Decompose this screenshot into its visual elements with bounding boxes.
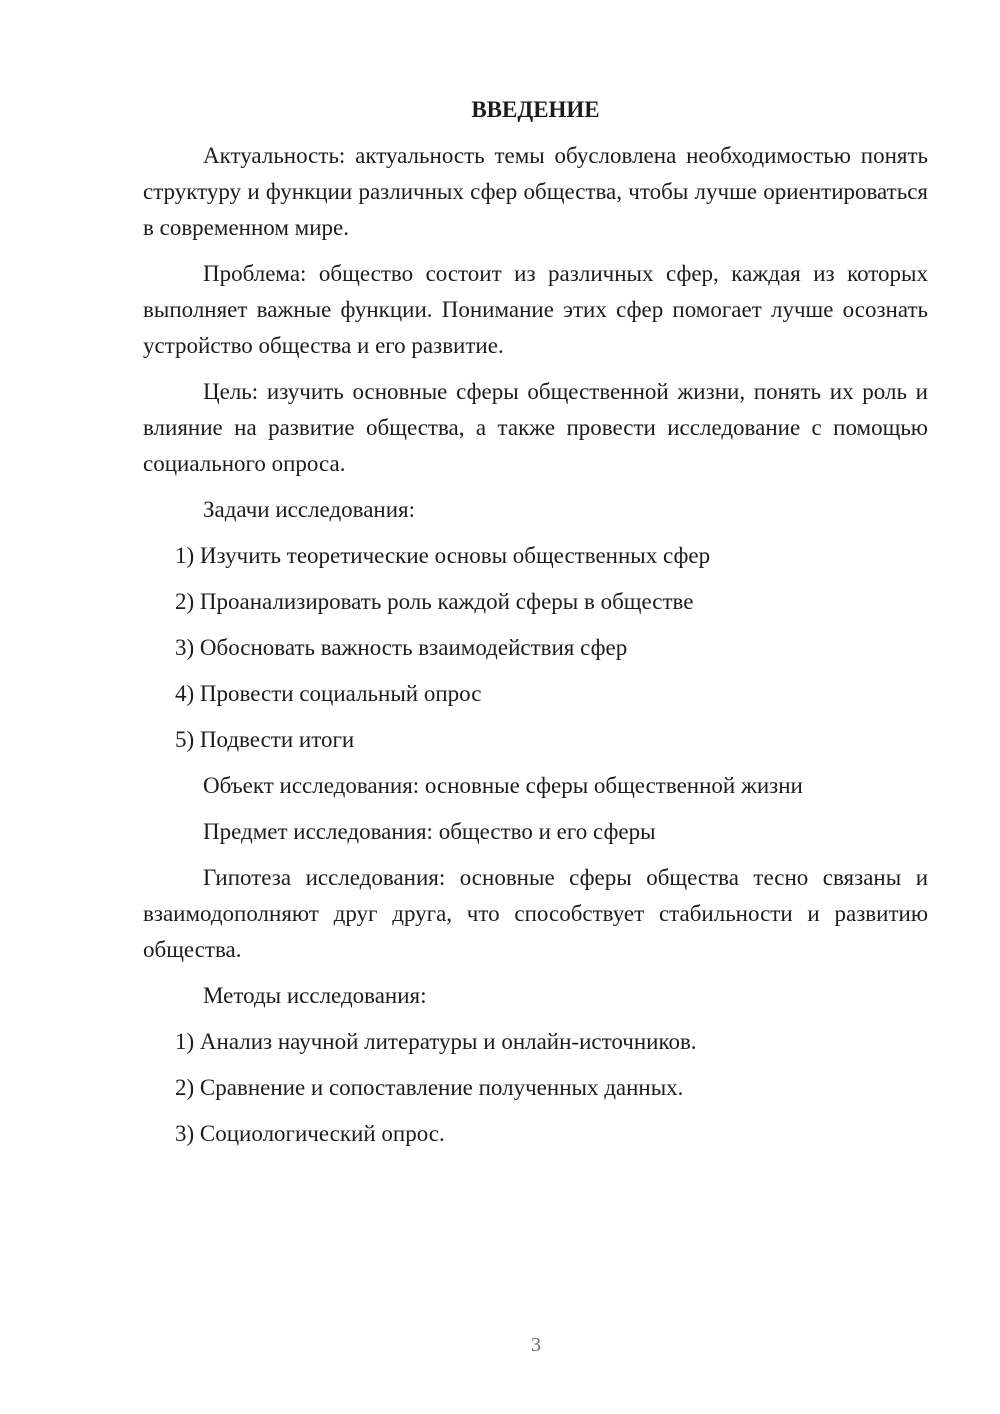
task-item: 4) Провести социальный опрос [175,681,482,706]
page-number: 3 [531,1334,541,1356]
tasks-list [143,538,928,758]
method-item: 2) Сравнение и сопоставление полученных данных. [175,1075,684,1100]
task-item: 1) Изучить теоретические основы общественных сфер [175,543,711,568]
task-item: 3) Обосновать важность взаимодействия сфер [175,635,628,660]
problem-paragraph: Проблема: общество состоит из различных сфер, каждая из которых выполняет важные функции. Понимание этих сфер помогает лучше осознать устройство общества и его развитие. [143,261,928,358]
methods-title: Методы исследования: [203,983,427,1008]
method-item: 1) Анализ научной литературы и онлайн-источников. [175,1029,697,1054]
relevance-paragraph: Актуальность: актуальность темы обусловлена необходимостью понять структуру и функции различных сфер общества, чтобы лучше ориентироваться в современном мире. [143,143,928,240]
task-item: 5) Подвести итоги [175,727,355,752]
task-item: 2) Проанализировать роль каждой сферы в обществе [175,589,694,614]
subject-line: Предмет исследования: общество и его сферы [203,819,656,844]
page-heading: ВВЕДЕНИЕ [471,97,600,122]
object-line: Объект исследования: основные сферы общественной жизни [203,773,803,798]
goal-paragraph: Цель: изучить основные сферы общественной жизни, понять их роль и влияние на развитие общества, а также провести исследование с помощью социального опроса. [143,379,928,476]
hypothesis-paragraph: Гипотеза исследования: основные сферы общества тесно связаны и взаимодополняют друг друга, что способствует стабильности и развитию общества. [143,865,928,962]
method-item: 3) Социологический опрос. [175,1121,445,1146]
methods-list [143,1024,928,1152]
tasks-title: Задачи исследования: [203,497,416,522]
page-content [143,92,928,1162]
